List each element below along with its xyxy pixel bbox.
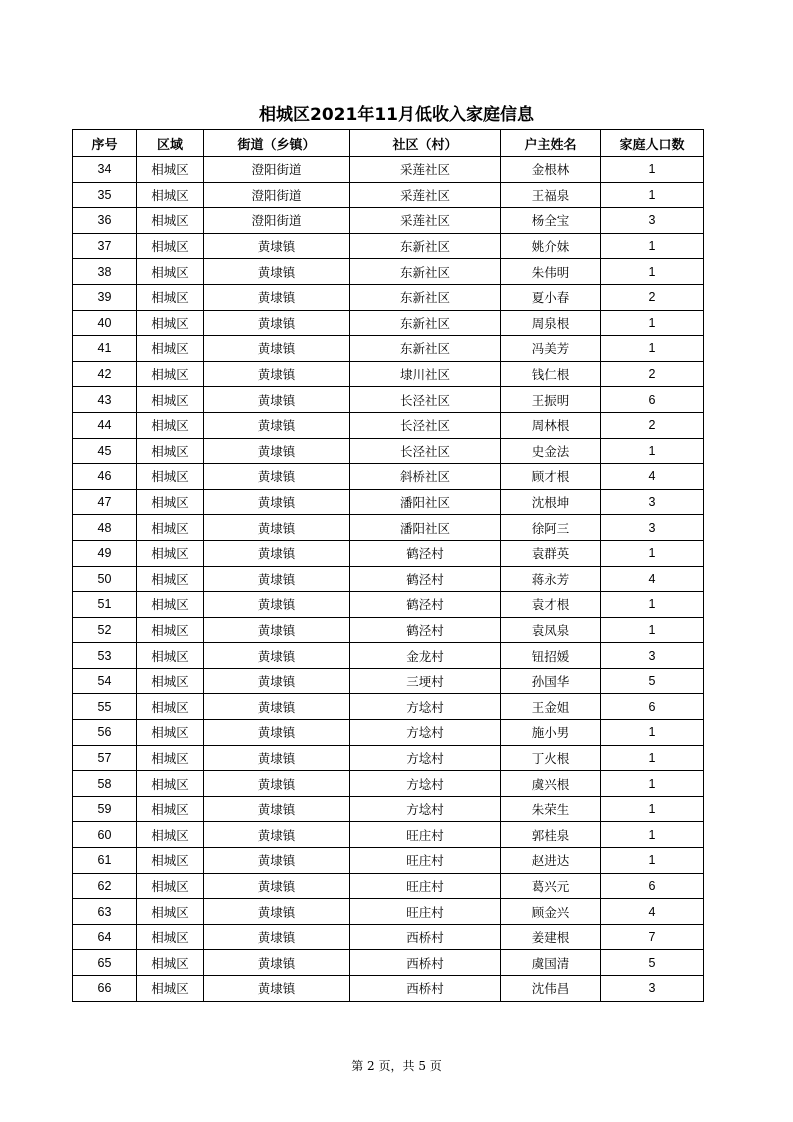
cell-householder-name: 冯美芳 [501,336,601,362]
cell-community-village: 东新社区 [350,284,501,310]
cell-serial-number: 55 [73,694,137,720]
cell-district: 相城区 [137,771,204,797]
cell-householder-name: 王金姐 [501,694,601,720]
cell-householder-name: 姚介妹 [501,233,601,259]
cell-district: 相城区 [137,515,204,541]
cell-community-village: 潘阳社区 [350,515,501,541]
cell-householder-name: 丁火根 [501,745,601,771]
cell-household-size: 1 [601,771,704,797]
cell-serial-number: 38 [73,259,137,285]
cell-household-size: 1 [601,182,704,208]
cell-community-village: 西桥村 [350,924,501,950]
cell-street-town: 黄埭镇 [204,592,350,618]
cell-householder-name: 袁群英 [501,540,601,566]
cell-community-village: 方埝村 [350,694,501,720]
cell-serial-number: 44 [73,412,137,438]
cell-household-size: 1 [601,720,704,746]
cell-district: 相城区 [137,617,204,643]
cell-householder-name: 孙国华 [501,668,601,694]
table-row [73,438,704,464]
cell-serial-number: 58 [73,771,137,797]
cell-community-village: 方埝村 [350,745,501,771]
cell-serial-number: 51 [73,592,137,618]
cell-household-size: 5 [601,950,704,976]
table-row [73,924,704,950]
cell-street-town: 黄埭镇 [204,643,350,669]
cell-district: 相城区 [137,412,204,438]
cell-household-size: 1 [601,540,704,566]
cell-community-village: 长泾社区 [350,387,501,413]
cell-community-village: 鹤泾村 [350,617,501,643]
table-body [73,157,704,1002]
cell-householder-name: 周林根 [501,412,601,438]
cell-household-size: 6 [601,387,704,413]
cell-district: 相城区 [137,745,204,771]
cell-serial-number: 43 [73,387,137,413]
cell-district: 相城区 [137,976,204,1002]
cell-community-village: 旺庄村 [350,822,501,848]
cell-street-town: 黄埭镇 [204,464,350,490]
cell-household-size: 1 [601,592,704,618]
cell-community-village: 采莲社区 [350,157,501,183]
table-row [73,745,704,771]
table-row [73,950,704,976]
cell-serial-number: 57 [73,745,137,771]
cell-serial-number: 53 [73,643,137,669]
cell-serial-number: 54 [73,668,137,694]
cell-district: 相城区 [137,950,204,976]
table-row [73,566,704,592]
cell-householder-name: 周泉根 [501,310,601,336]
header-household-size: 家庭人口数 [601,130,704,157]
cell-householder-name: 钮招媛 [501,643,601,669]
cell-household-size: 1 [601,336,704,362]
cell-household-size: 6 [601,694,704,720]
cell-householder-name: 赵进达 [501,848,601,874]
header-district: 区域 [137,130,204,157]
low-income-household-table [72,129,704,1002]
table-row [73,976,704,1002]
cell-community-village: 鹤泾村 [350,540,501,566]
cell-household-size: 1 [601,848,704,874]
cell-district: 相城区 [137,489,204,515]
table-row [73,208,704,234]
cell-householder-name: 虞国清 [501,950,601,976]
document-title: 相城区2021年11月低收入家庭信息 [259,105,534,125]
cell-community-village: 东新社区 [350,336,501,362]
cell-serial-number: 59 [73,796,137,822]
cell-household-size: 5 [601,668,704,694]
cell-district: 相城区 [137,540,204,566]
cell-district: 相城区 [137,822,204,848]
cell-community-village: 旺庄村 [350,899,501,925]
table-row [73,771,704,797]
cell-household-size: 3 [601,976,704,1002]
cell-community-village: 采莲社区 [350,208,501,234]
cell-street-town: 黄埭镇 [204,515,350,541]
cell-street-town: 黄埭镇 [204,617,350,643]
cell-household-size: 1 [601,259,704,285]
cell-householder-name: 蒋永芳 [501,566,601,592]
table-row [73,694,704,720]
header-householder-name: 户主姓名 [501,130,601,157]
cell-community-village: 金龙村 [350,643,501,669]
cell-street-town: 澄阳街道 [204,208,350,234]
cell-street-town: 黄埭镇 [204,694,350,720]
table-row [73,259,704,285]
cell-householder-name: 史金法 [501,438,601,464]
cell-community-village: 旺庄村 [350,848,501,874]
cell-district: 相城区 [137,924,204,950]
cell-street-town: 黄埭镇 [204,720,350,746]
cell-street-town: 黄埭镇 [204,361,350,387]
cell-community-village: 潘阳社区 [350,489,501,515]
cell-household-size: 1 [601,438,704,464]
table-row [73,617,704,643]
cell-street-town: 黄埭镇 [204,336,350,362]
cell-serial-number: 52 [73,617,137,643]
cell-district: 相城区 [137,259,204,285]
table-row [73,515,704,541]
cell-householder-name: 郭桂泉 [501,822,601,848]
cell-serial-number: 49 [73,540,137,566]
cell-street-town: 黄埭镇 [204,540,350,566]
cell-street-town: 黄埭镇 [204,873,350,899]
cell-household-size: 1 [601,822,704,848]
table-row [73,233,704,259]
cell-household-size: 4 [601,464,704,490]
header-street-town: 街道（乡镇） [204,130,350,157]
cell-householder-name: 王振明 [501,387,601,413]
table-row [73,540,704,566]
cell-householder-name: 夏小春 [501,284,601,310]
cell-serial-number: 36 [73,208,137,234]
table-row [73,336,704,362]
cell-householder-name: 葛兴元 [501,873,601,899]
cell-serial-number: 61 [73,848,137,874]
cell-householder-name: 虞兴根 [501,771,601,797]
cell-householder-name: 施小男 [501,720,601,746]
cell-householder-name: 朱伟明 [501,259,601,285]
cell-district: 相城区 [137,336,204,362]
cell-community-village: 鹤泾村 [350,566,501,592]
cell-serial-number: 46 [73,464,137,490]
cell-householder-name: 沈伟昌 [501,976,601,1002]
cell-householder-name: 顾才根 [501,464,601,490]
cell-householder-name: 袁才根 [501,592,601,618]
table-row [73,720,704,746]
cell-community-village: 方埝村 [350,796,501,822]
cell-household-size: 4 [601,566,704,592]
cell-district: 相城区 [137,182,204,208]
table-row [73,489,704,515]
table-row [73,361,704,387]
cell-householder-name: 顾金兴 [501,899,601,925]
cell-district: 相城区 [137,720,204,746]
cell-street-town: 黄埭镇 [204,745,350,771]
table-row [73,387,704,413]
table-row [73,899,704,925]
cell-district: 相城区 [137,361,204,387]
cell-community-village: 长泾社区 [350,438,501,464]
table-header-row [73,130,704,157]
cell-district: 相城区 [137,387,204,413]
cell-community-village: 采莲社区 [350,182,501,208]
table-row [73,284,704,310]
cell-householder-name: 徐阿三 [501,515,601,541]
cell-community-village: 长泾社区 [350,412,501,438]
cell-serial-number: 63 [73,899,137,925]
cell-household-size: 1 [601,745,704,771]
cell-district: 相城区 [137,592,204,618]
cell-serial-number: 48 [73,515,137,541]
table-row [73,157,704,183]
cell-street-town: 黄埭镇 [204,976,350,1002]
cell-serial-number: 66 [73,976,137,1002]
page-footer: 第 2 页，共 5 页 [351,1059,442,1073]
cell-street-town: 黄埭镇 [204,310,350,336]
cell-district: 相城区 [137,310,204,336]
cell-street-town: 黄埭镇 [204,848,350,874]
cell-serial-number: 50 [73,566,137,592]
cell-street-town: 黄埭镇 [204,566,350,592]
cell-serial-number: 35 [73,182,137,208]
cell-householder-name: 袁凤泉 [501,617,601,643]
cell-community-village: 方埝村 [350,771,501,797]
cell-street-town: 黄埭镇 [204,412,350,438]
cell-community-village: 鹤泾村 [350,592,501,618]
cell-serial-number: 45 [73,438,137,464]
cell-household-size: 1 [601,157,704,183]
cell-street-town: 黄埭镇 [204,387,350,413]
cell-community-village: 西桥村 [350,950,501,976]
cell-serial-number: 62 [73,873,137,899]
cell-serial-number: 39 [73,284,137,310]
cell-district: 相城区 [137,848,204,874]
cell-serial-number: 56 [73,720,137,746]
cell-street-town: 澄阳街道 [204,157,350,183]
table-row [73,873,704,899]
cell-community-village: 西桥村 [350,976,501,1002]
cell-district: 相城区 [137,873,204,899]
cell-householder-name: 沈根坤 [501,489,601,515]
table-row [73,848,704,874]
table-row [73,822,704,848]
cell-community-village: 方埝村 [350,720,501,746]
cell-community-village: 东新社区 [350,233,501,259]
cell-household-size: 3 [601,643,704,669]
cell-serial-number: 37 [73,233,137,259]
cell-street-town: 黄埭镇 [204,796,350,822]
cell-serial-number: 34 [73,157,137,183]
cell-district: 相城区 [137,438,204,464]
cell-district: 相城区 [137,233,204,259]
cell-household-size: 1 [601,310,704,336]
cell-district: 相城区 [137,694,204,720]
table-row [73,643,704,669]
cell-household-size: 2 [601,284,704,310]
cell-district: 相城区 [137,566,204,592]
cell-street-town: 黄埭镇 [204,771,350,797]
cell-community-village: 旺庄村 [350,873,501,899]
cell-serial-number: 64 [73,924,137,950]
cell-household-size: 1 [601,617,704,643]
table-row [73,668,704,694]
cell-serial-number: 60 [73,822,137,848]
cell-household-size: 4 [601,899,704,925]
cell-household-size: 2 [601,412,704,438]
cell-household-size: 7 [601,924,704,950]
table-row [73,796,704,822]
cell-householder-name: 朱荣生 [501,796,601,822]
cell-street-town: 黄埭镇 [204,822,350,848]
cell-householder-name: 杨全宝 [501,208,601,234]
cell-street-town: 黄埭镇 [204,668,350,694]
cell-street-town: 黄埭镇 [204,284,350,310]
cell-district: 相城区 [137,157,204,183]
cell-district: 相城区 [137,796,204,822]
cell-household-size: 3 [601,489,704,515]
cell-district: 相城区 [137,464,204,490]
cell-district: 相城区 [137,208,204,234]
cell-serial-number: 40 [73,310,137,336]
cell-householder-name: 姜建根 [501,924,601,950]
cell-community-village: 东新社区 [350,259,501,285]
cell-district: 相城区 [137,643,204,669]
cell-household-size: 1 [601,796,704,822]
cell-household-size: 3 [601,515,704,541]
cell-street-town: 黄埭镇 [204,259,350,285]
table-row [73,412,704,438]
cell-serial-number: 65 [73,950,137,976]
header-serial-number: 序号 [73,130,137,157]
header-community-village: 社区（村） [350,130,501,157]
cell-street-town: 黄埭镇 [204,950,350,976]
table-row [73,310,704,336]
cell-serial-number: 42 [73,361,137,387]
cell-community-village: 斜桥社区 [350,464,501,490]
cell-householder-name: 王福泉 [501,182,601,208]
cell-street-town: 黄埭镇 [204,489,350,515]
cell-household-size: 2 [601,361,704,387]
cell-street-town: 黄埭镇 [204,899,350,925]
cell-street-town: 黄埭镇 [204,233,350,259]
cell-household-size: 6 [601,873,704,899]
cell-street-town: 澄阳街道 [204,182,350,208]
cell-district: 相城区 [137,899,204,925]
cell-street-town: 黄埭镇 [204,438,350,464]
table-row [73,464,704,490]
cell-household-size: 3 [601,208,704,234]
cell-district: 相城区 [137,284,204,310]
cell-community-village: 埭川社区 [350,361,501,387]
cell-serial-number: 41 [73,336,137,362]
cell-serial-number: 47 [73,489,137,515]
table-row [73,182,704,208]
cell-householder-name: 钱仁根 [501,361,601,387]
cell-community-village: 三埂村 [350,668,501,694]
cell-householder-name: 金根林 [501,157,601,183]
cell-community-village: 东新社区 [350,310,501,336]
table-row [73,592,704,618]
cell-household-size: 1 [601,233,704,259]
cell-street-town: 黄埭镇 [204,924,350,950]
cell-district: 相城区 [137,668,204,694]
